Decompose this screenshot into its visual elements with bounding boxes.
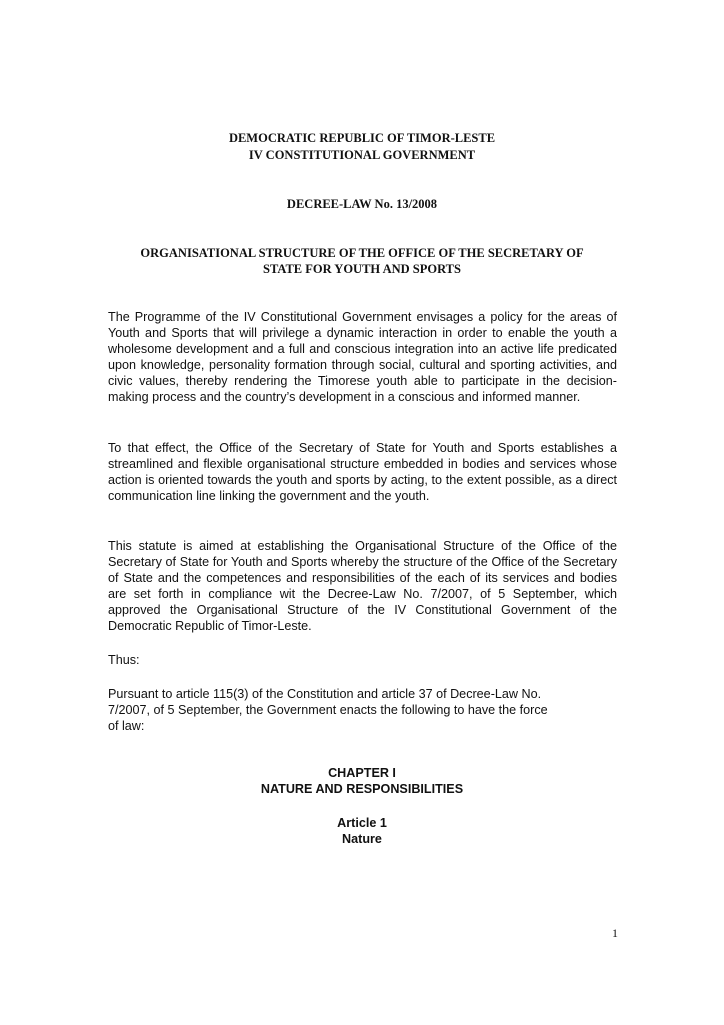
- article-title: Nature: [342, 832, 382, 846]
- document-header: [0, 130, 724, 164]
- paragraph-statute: This statute is aimed at establishing the Organisational Structure of the Office of the Secretary of State for Youth and Sports whereby the structure of the Office of the Secretary of State and the competences and responsibilities of the each of its services and bodies are set forth in compliance wit the Decree-Law No. 7/2007, of 5 September, which approved the Organisational Structure of the IV Constitutional Government of the Democratic Republic of Timor-Leste.: [108, 539, 617, 633]
- paragraph-pursuant-line-3: of law:: [108, 719, 145, 733]
- paragraph-pursuant: [108, 686, 617, 734]
- paragraph-effect: To that effect, the Office of the Secretary of State for Youth and Sports establishes a streamlined and flexible organisational structure embedded in bodies and services whose action is oriented towards the youth and sports by acting, to the extent possible, as a direct communication line linking the government and the youth.: [108, 441, 617, 503]
- document-title-line-2: STATE FOR YOUTH AND SPORTS: [263, 262, 461, 276]
- paragraph-thus: Thus:: [108, 653, 140, 667]
- chapter-label: CHAPTER I: [328, 766, 396, 780]
- document-title: [107, 245, 617, 277]
- country-name: DEMOCRATIC REPUBLIC OF TIMOR-LESTE: [228, 131, 496, 145]
- paragraph-programme: The Programme of the IV Constitutional Government envisages a policy for the areas of Youth and Sports that will privilege a dynamic interaction in order to enable the youth a wholesome development and a full and conscious integration into an active life predicated upon knowledge, personality formation through social, cultural and sporting activities, and civic values, thereby rendering the Timorese youth able to participate in the decision-making process and the country’s development in a conscious and informed manner.: [108, 310, 617, 404]
- article-heading: [0, 815, 724, 847]
- page-number: 1: [612, 926, 618, 940]
- paragraph-pursuant-line-1: Pursuant to article 115(3) of the Constitution and article 37 of Decree-Law No.: [108, 687, 542, 701]
- chapter-title: NATURE AND RESPONSIBILITIES: [260, 782, 464, 796]
- decree-number: DECREE-LAW No. 13/2008: [286, 197, 438, 211]
- government-name: IV CONSTITUTIONAL GOVERNMENT: [248, 148, 476, 162]
- document-title-line-1: ORGANISATIONAL STRUCTURE OF THE OFFICE OF THE SECRETARY OF: [140, 246, 584, 260]
- paragraph-pursuant-line-2: 7/2007, of 5 September, the Government enacts the following to have the force: [108, 703, 548, 717]
- article-label: Article 1: [337, 816, 387, 830]
- chapter-heading: [0, 765, 724, 797]
